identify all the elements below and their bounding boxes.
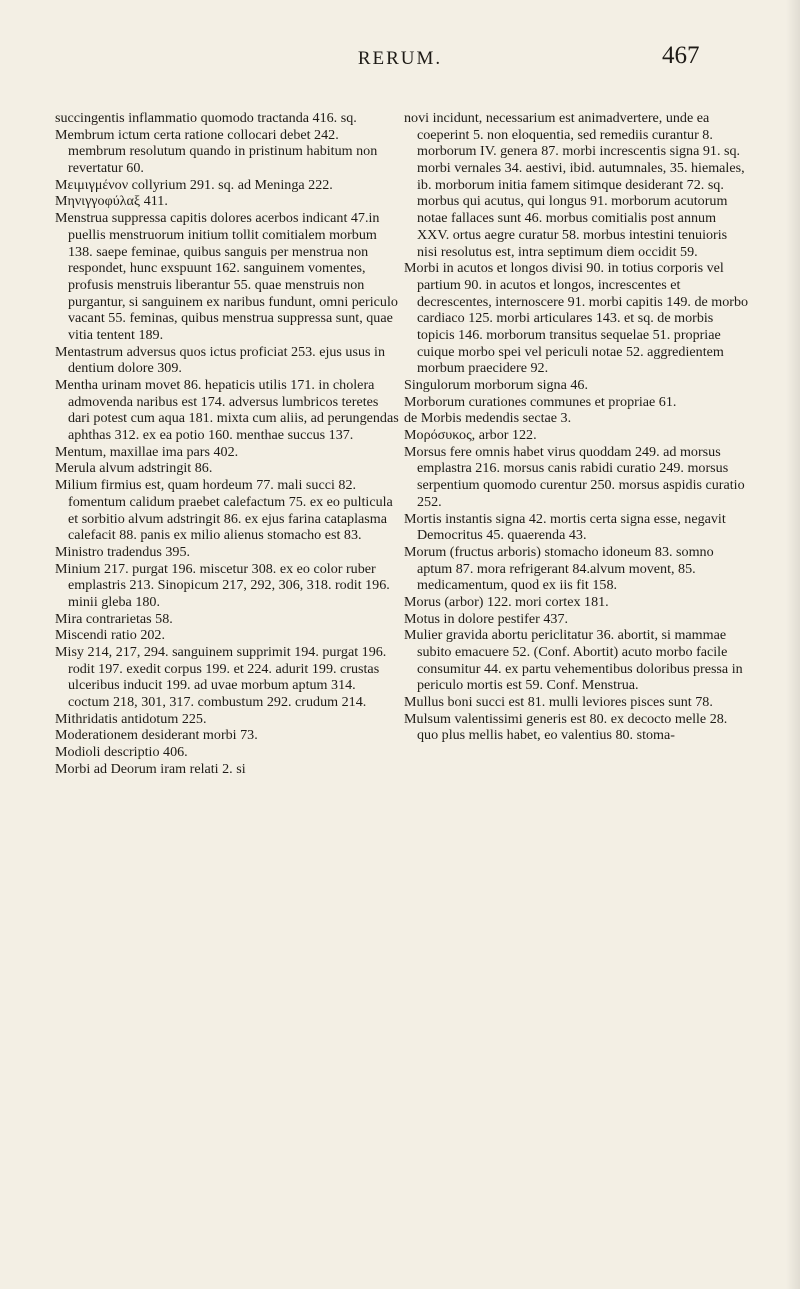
index-entry: Μορόσυκος, arbor 122. — [404, 427, 537, 444]
index-entry: Merula alvum adstringit 86. — [55, 460, 213, 477]
index-entry: Mithridatis antidotum 225. — [55, 710, 207, 727]
index-entry: Miscendi ratio 202. — [55, 627, 165, 644]
index-entry: Μηνιγγοφύλαξ 411. — [55, 193, 168, 210]
index-entry: Modioli descriptio 406. — [55, 744, 188, 761]
index-column-left — [55, 110, 400, 778]
index-entry: succingentis inflammatio quomodo tractanda 416. sq. — [55, 110, 357, 126]
page-edge-shadow — [786, 0, 800, 1289]
index-column-right — [404, 110, 749, 744]
index-entry: Misy 214, 217, 294. sanguinem supprimit 194. purgat 196. rodit 197. exedit corpus 199. et 224. adurit 199. crustas ulceribus inducit 199. ad uvae morbum aptum 314. coctum 218, 301, 317. combustum 292. crudum 214. — [55, 644, 387, 711]
index-entry: Morbi in acutos et longos divisi 90. in totius corporis vel partium 90. in acutos et longos, increscentes et decrescentes, internoscere 91. morbi capitis 149. de morbo cardiaco 125. morbi articulares 143. et sq. de morbis topicis 146. morborum transitus sequelae 51. propriae cuique morbo spei vel periculi notae 52. aggredientem morbum praecidere 92. — [404, 260, 749, 377]
index-entry: Morbi ad Deorum iram relati 2. si — [55, 760, 246, 777]
index-entry: Mentha urinam movet 86. hepaticis utilis 171. in cholera admovenda naribus est 174. adversus lumbricos teretes dari potest cum aqua 181. mixta cum aliis, ad perungendas aphthas 312. ex ea potio 160. menthae succus 137. — [55, 377, 399, 444]
index-entry: Membrum ictum certa ratione collocari debet 242. membrum resolutum quando in pristinum habitum non revertatur 60. — [55, 126, 378, 177]
index-entry: Mulier gravida abortu periclitatur 36. abortit, si mammae subito emacuere 52. (Conf. Abortit) acuto morbo facile consumitur 44. ex partu vehementibus doloribus pressa in periculo mortis est 59. Conf. Menstrua. — [404, 627, 743, 694]
index-entry: Singulorum morborum signa 46. — [404, 377, 588, 393]
index-entry: Menstrua suppressa capitis dolores acerbos indicant 47.in puellis menstruorum initium tollit comitialem morbum 138. saepe feminae, quibus sanguis per menstrua non respondet, hunc exspuunt 162. sanguinem vomentes, profusis menstruis liberantur 55. quae menstruis non purgantur, si sanguinem ex naribus fundunt, omni periculo vacant 55. feminas, quibus menstrua suppressa sunt, quae vitia tentent 189. — [55, 210, 398, 343]
index-entry: Mullus boni succi est 81. mulli leviores pisces sunt 78. — [404, 694, 713, 711]
index-entry: de Morbis medendis sectae 3. — [404, 410, 572, 427]
page-number: 467 — [662, 42, 700, 69]
index-entry: Morsus fere omnis habet virus quoddam 249. ad morsus emplastra 216. morsus canis rabidi curatio 249. morsus serpentium quomodo curentur 250. morsus aspidis curatio 252. — [404, 443, 745, 510]
index-entry: Mentum, maxillae ima pars 402. — [55, 443, 239, 460]
index-entry: Mulsum valentissimi generis est 80. ex decocto melle 28. quo plus mellis habet, eo valentius 80. stoma- — [404, 710, 728, 744]
index-entry: novi incidunt, necessarium est animadvertere, unde ea coeperint 5. non eloquentia, sed remediis curantur 8. morborum IV. genera 87. morbi increscentis signa 91. sq. morbi vernales 34. aestivi, ibid. autumnales, 35. hiemales, ib. morborum initia famem sitimque desiderant 72. sq. morbus qui acutus, qui longus 91. morborum acutorum notae fallaces sunt 46. morbus comitialis post annum XXV. ortus aegre curatur 58. morbus intestini tenuioris nisi resolutus est, intra septimum diem occidit 59. — [404, 110, 745, 260]
index-entry: Mortis instantis signa 42. mortis certa signa esse, negavit Democritus 45. quaerenda 43. — [404, 510, 726, 544]
index-entry: Mentastrum adversus quos ictus proficiat 253. ejus usus in dentium dolore 309. — [55, 343, 385, 377]
index-entry: Morborum curationes communes et propriae 61. — [404, 393, 677, 410]
index-entry: Minium 217. purgat 196. miscetur 308. ex eo color ruber emplastris 213. Sinopicum 217, 292, 306, 318. rodit 196. minii gleba 180. — [55, 560, 390, 610]
index-entry: Ministro tradendus 395. — [55, 543, 191, 560]
running-title: RERUM. — [357, 48, 443, 69]
index-entry: Morus (arbor) 122. mori cortex 181. — [404, 593, 609, 610]
index-entry: Mira contrarietas 58. — [55, 610, 173, 627]
index-entry: Motus in dolore pestifer 437. — [404, 610, 569, 627]
index-entry: Moderationem desiderant morbi 73. — [55, 727, 258, 744]
index-entry: Μειμιγμένον collyrium 291. sq. ad Meninga 222. — [55, 176, 333, 193]
index-entry: Morum (fructus arboris) stomacho idoneum 83. somno aptum 87. mora refrigerant 84.alvum movent, 85. medicamentum, quod ex iis fit 158. — [404, 543, 714, 594]
index-entry: Milium firmius est, quam hordeum 77. mali succi 82. fomentum calidum praebet calefactum 75. ex eo pulticula et sorbitio alvum adstringit 86. ex ejus farina cataplasma calefacit 88. panis ex milio alienus stomacho est 83. — [55, 477, 393, 544]
